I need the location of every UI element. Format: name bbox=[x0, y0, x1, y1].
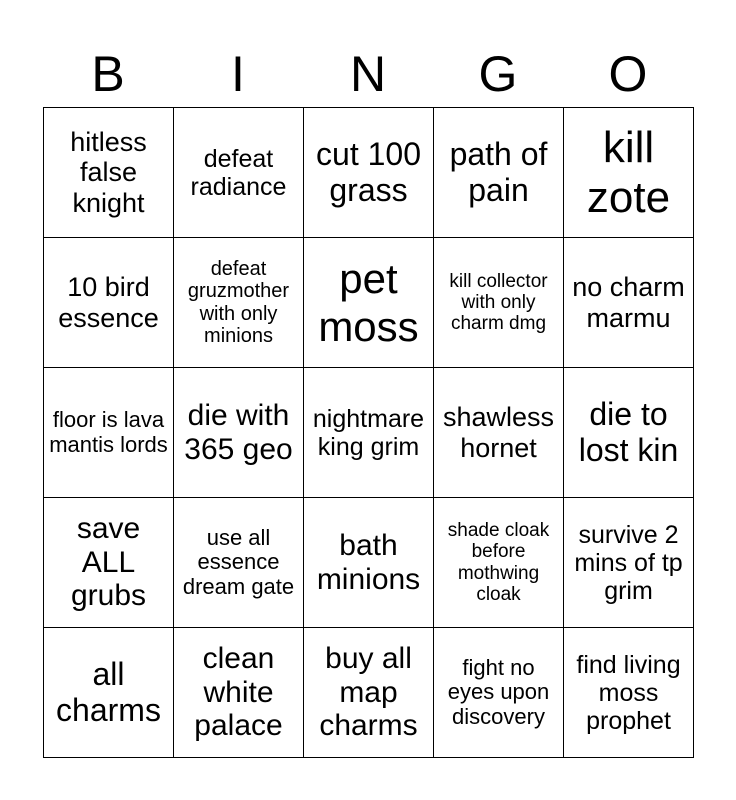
bingo-cell: nightmare king grim bbox=[304, 368, 434, 498]
bingo-cell: die to lost kin bbox=[564, 368, 694, 498]
bingo-cell: path of pain bbox=[434, 108, 564, 238]
board-row-5 bbox=[44, 628, 694, 758]
bingo-cell: shade cloak before mothwing cloak bbox=[434, 498, 564, 628]
bingo-cell: cut 100 grass bbox=[304, 108, 434, 238]
bingo-cell: bath minions bbox=[304, 498, 434, 628]
bingo-cell: find living moss prophet bbox=[564, 628, 694, 758]
bingo-cell: defeat radiance bbox=[174, 108, 304, 238]
board-row-4 bbox=[44, 498, 694, 628]
bingo-cell: survive 2 mins of tp grim bbox=[564, 498, 694, 628]
bingo-cell: shawless hornet bbox=[434, 368, 564, 498]
header-letter-i: I bbox=[231, 46, 245, 102]
bingo-cell: die with 365 geo bbox=[174, 368, 304, 498]
bingo-cell: all charms bbox=[44, 628, 174, 758]
bingo-cell: defeat gruzmother with only minions bbox=[174, 238, 304, 368]
bingo-cell: no charm marmu bbox=[564, 238, 694, 368]
bingo-cell: use all essence dream gate bbox=[174, 498, 304, 628]
header-letter-g: G bbox=[478, 46, 518, 102]
bingo-cell: 10 bird essence bbox=[44, 238, 174, 368]
bingo-board bbox=[43, 107, 694, 758]
bingo-cell: kill collector with only charm dmg bbox=[434, 238, 564, 368]
header-letter-o: O bbox=[608, 46, 648, 102]
header-letter-b: B bbox=[91, 46, 125, 102]
header-letter-n: N bbox=[349, 46, 387, 102]
board-row-2 bbox=[44, 238, 694, 368]
bingo-cell: clean white palace bbox=[174, 628, 304, 758]
board-row-1 bbox=[44, 108, 694, 238]
bingo-cell: floor is lava mantis lords bbox=[44, 368, 174, 498]
board-row-3 bbox=[44, 368, 694, 498]
bingo-cell: hitless false knight bbox=[44, 108, 174, 238]
bingo-cell: save ALL grubs bbox=[44, 498, 174, 628]
bingo-cell: buy all map charms bbox=[304, 628, 434, 758]
bingo-cell: fight no eyes upon discovery bbox=[434, 628, 564, 758]
bingo-cell: kill zote bbox=[564, 108, 694, 238]
bingo-cell: pet moss bbox=[304, 238, 434, 368]
bingo-header bbox=[43, 40, 693, 108]
